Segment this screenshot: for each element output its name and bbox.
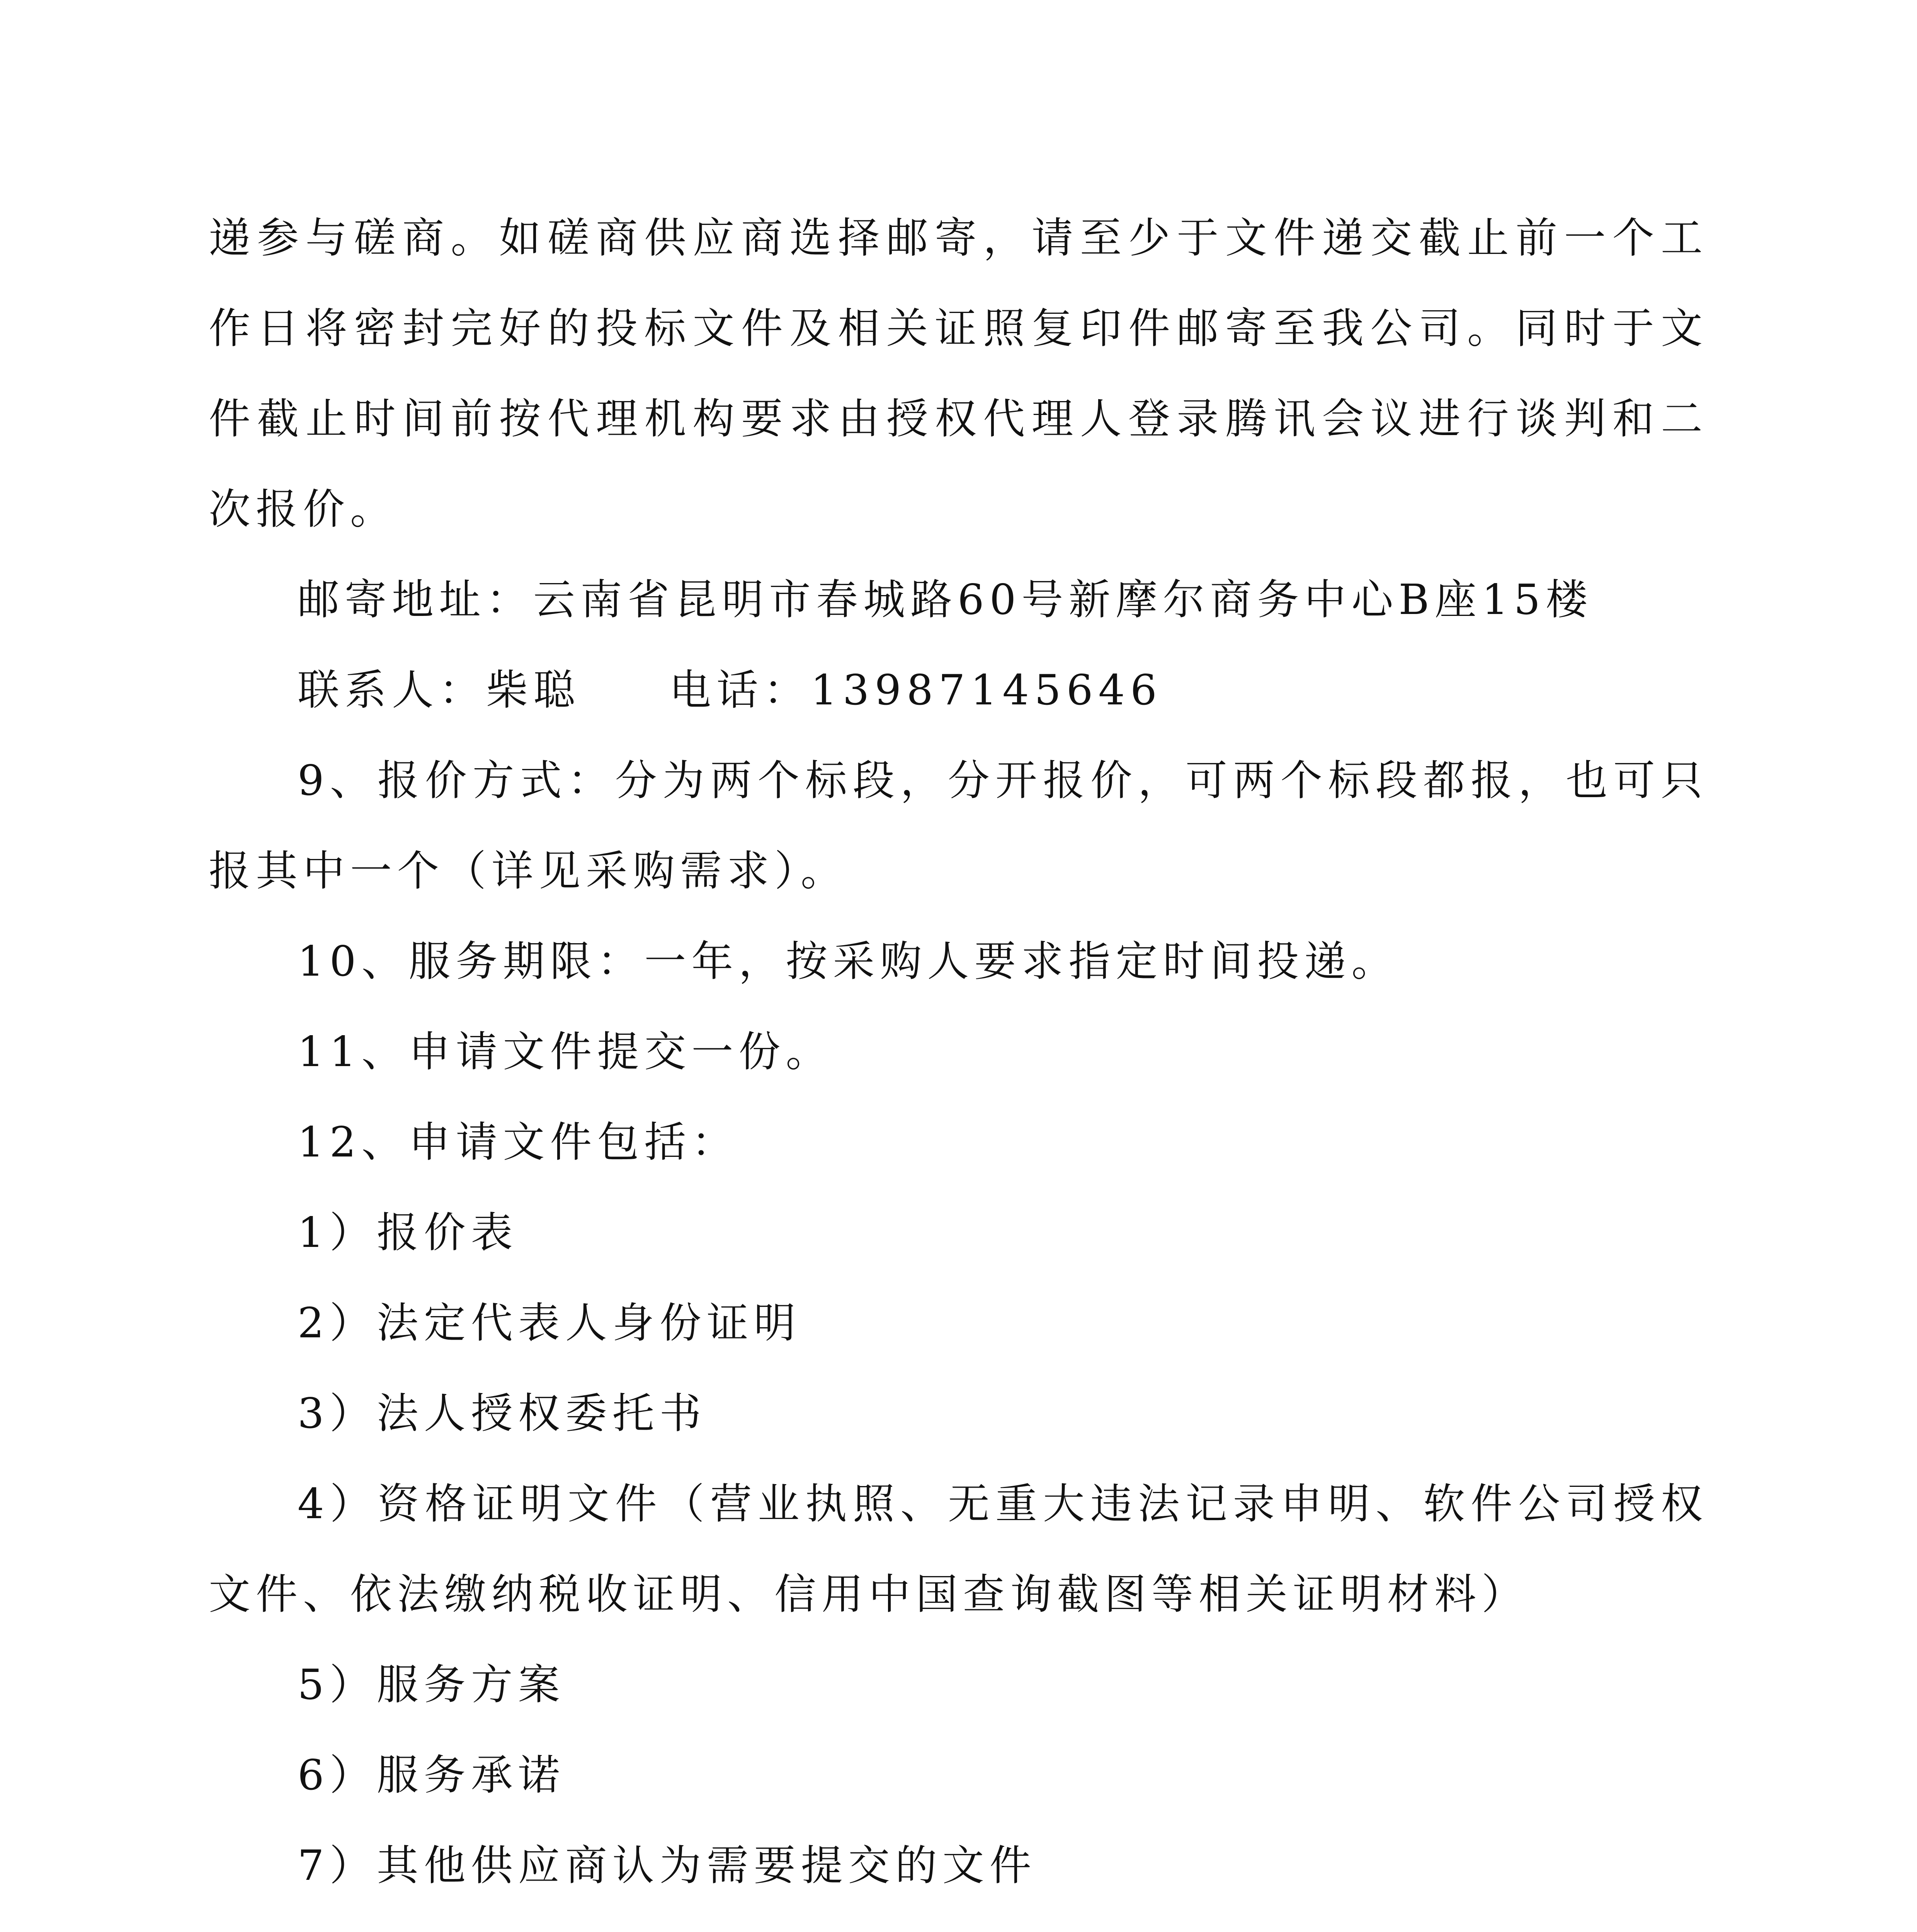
item-documents-include: 12、申请文件包括： xyxy=(298,1118,739,1167)
list-item: 5）服务方案 xyxy=(298,1661,565,1709)
document-body xyxy=(209,193,1708,1911)
list-item: 4）资格证明文件（营业执照、无重大违法记录申明、软件公司授权文件、依法缴纳税收证明、信用中国查询截图等相关证明材料） xyxy=(209,1480,1708,1619)
list-item: 2）法定代表人身份证明 xyxy=(298,1299,801,1347)
list-item: 7）其他供应商认为需要提交的文件 xyxy=(298,1842,1037,1890)
delivery-paragraph: 递参与磋商。如磋商供应商选择邮寄，请至少于文件递交截止前一个工作日将密封完好的投标文件及相关证照复印件邮寄至我公司。同时于文件截止时间前按代理机构要求由授权代理人登录腾讯会议进行谈判和二次报价。 xyxy=(209,214,1708,534)
item-submission-copies: 11、申请文件提交一份。 xyxy=(298,1028,833,1076)
contact-line xyxy=(209,645,1708,736)
contact-person: 联系人：柴聪 xyxy=(298,666,581,714)
item-quote-method: 9、报价方式：分为两个标段，分开报价，可两个标段都报，也可只报其中一个（详见采购需求）。 xyxy=(209,757,1708,895)
list-item: 1）报价表 xyxy=(298,1209,518,1257)
mailing-address: 邮寄地址：云南省昆明市春城路60号新摩尔商务中心B座15楼 xyxy=(298,576,1593,624)
list-item: 3）法人授权委托书 xyxy=(298,1389,707,1438)
contact-phone: 电话：13987145646 xyxy=(669,666,1162,714)
item-service-period: 10、服务期限：一年，按采购人要求指定时间投递。 xyxy=(298,937,1399,986)
list-item: 6）服务承诺 xyxy=(298,1751,565,1799)
